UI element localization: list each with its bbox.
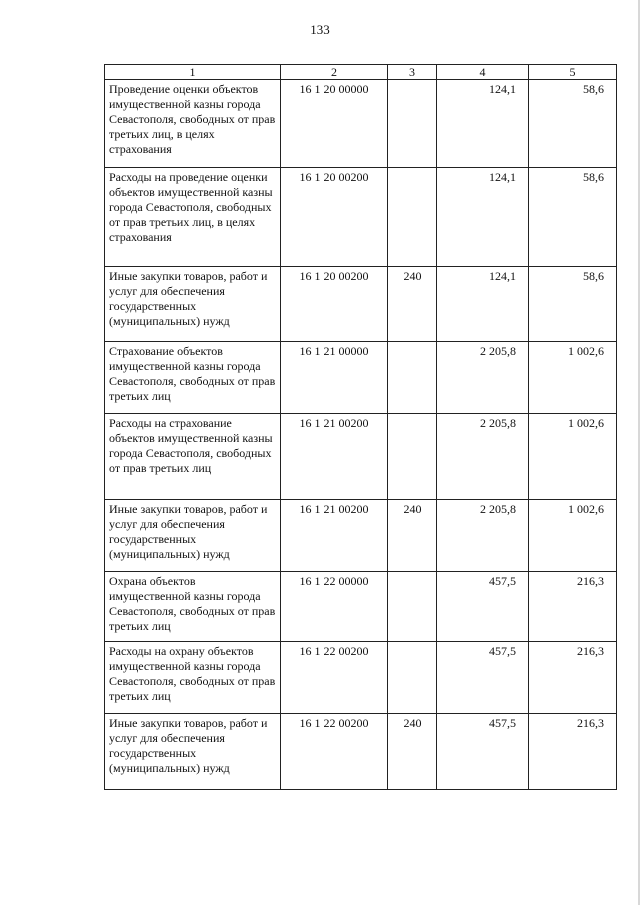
row-kvr: 240 — [388, 267, 437, 342]
table-row — [105, 500, 617, 572]
row-kvr: 240 — [388, 714, 437, 790]
row-value-1: 2 205,8 — [437, 414, 529, 500]
table-row — [105, 267, 617, 342]
row-name: Страхование объектов имущественной казны города Севастополя, свободных от прав третьих лиц — [105, 342, 281, 414]
row-kvr — [388, 642, 437, 714]
table-header-row — [105, 65, 617, 80]
column-header-5: 5 — [529, 65, 617, 80]
row-code: 16 1 21 00200 — [281, 414, 388, 500]
row-code: 16 1 20 00000 — [281, 80, 388, 168]
row-code: 16 1 22 00200 — [281, 714, 388, 790]
table-row — [105, 168, 617, 267]
row-kvr — [388, 80, 437, 168]
column-header-4: 4 — [437, 65, 529, 80]
row-value-2: 58,6 — [529, 168, 617, 267]
column-header-1: 1 — [105, 65, 281, 80]
row-code: 16 1 21 00000 — [281, 342, 388, 414]
row-name: Проведение оценки объектов имущественной казны города Севастополя, свободных от прав третьих лиц, в целях страхования — [105, 80, 281, 168]
budget-table — [104, 64, 617, 790]
row-value-2: 58,6 — [529, 80, 617, 168]
row-code: 16 1 20 00200 — [281, 267, 388, 342]
row-value-1: 124,1 — [437, 168, 529, 267]
row-name: Расходы на проведение оценки объектов имущественной казны города Севастополя, свободных от прав третьих лиц, в целях страхования — [105, 168, 281, 267]
row-kvr: 240 — [388, 500, 437, 572]
row-value-2: 216,3 — [529, 572, 617, 642]
row-kvr — [388, 168, 437, 267]
row-value-2: 216,3 — [529, 714, 617, 790]
row-code: 16 1 22 00200 — [281, 642, 388, 714]
page-number: 133 — [310, 22, 330, 37]
row-code: 16 1 20 00200 — [281, 168, 388, 267]
row-value-2: 1 002,6 — [529, 342, 617, 414]
row-value-1: 457,5 — [437, 714, 529, 790]
row-name: Охрана объектов имущественной казны города Севастополя, свободных от прав третьих лиц — [105, 572, 281, 642]
table-row — [105, 80, 617, 168]
row-kvr — [388, 572, 437, 642]
column-header-3: 3 — [388, 65, 437, 80]
row-name: Иные закупки товаров, работ и услуг для обеспечения государственных (муниципальных) нужд — [105, 267, 281, 342]
row-value-1: 124,1 — [437, 267, 529, 342]
row-value-1: 457,5 — [437, 642, 529, 714]
row-value-2: 1 002,6 — [529, 500, 617, 572]
row-value-2: 216,3 — [529, 642, 617, 714]
row-name: Расходы на охрану объектов имущественной казны города Севастополя, свободных от прав третьих лиц — [105, 642, 281, 714]
row-code: 16 1 22 00000 — [281, 572, 388, 642]
row-code: 16 1 21 00200 — [281, 500, 388, 572]
table-row — [105, 642, 617, 714]
row-value-1: 2 205,8 — [437, 500, 529, 572]
table-row — [105, 342, 617, 414]
row-value-2: 1 002,6 — [529, 414, 617, 500]
row-name: Иные закупки товаров, работ и услуг для обеспечения государственных (муниципальных) нужд — [105, 500, 281, 572]
table-row — [105, 714, 617, 790]
row-kvr — [388, 342, 437, 414]
row-value-2: 58,6 — [529, 267, 617, 342]
row-kvr — [388, 414, 437, 500]
table-row — [105, 572, 617, 642]
row-value-1: 457,5 — [437, 572, 529, 642]
row-value-1: 124,1 — [437, 80, 529, 168]
row-name: Иные закупки товаров, работ и услуг для обеспечения государственных (муниципальных) нужд — [105, 714, 281, 790]
row-value-1: 2 205,8 — [437, 342, 529, 414]
column-header-2: 2 — [281, 65, 388, 80]
table-row — [105, 414, 617, 500]
row-name: Расходы на страхование объектов имущественной казны города Севастополя, свободных от прав третьих лиц — [105, 414, 281, 500]
